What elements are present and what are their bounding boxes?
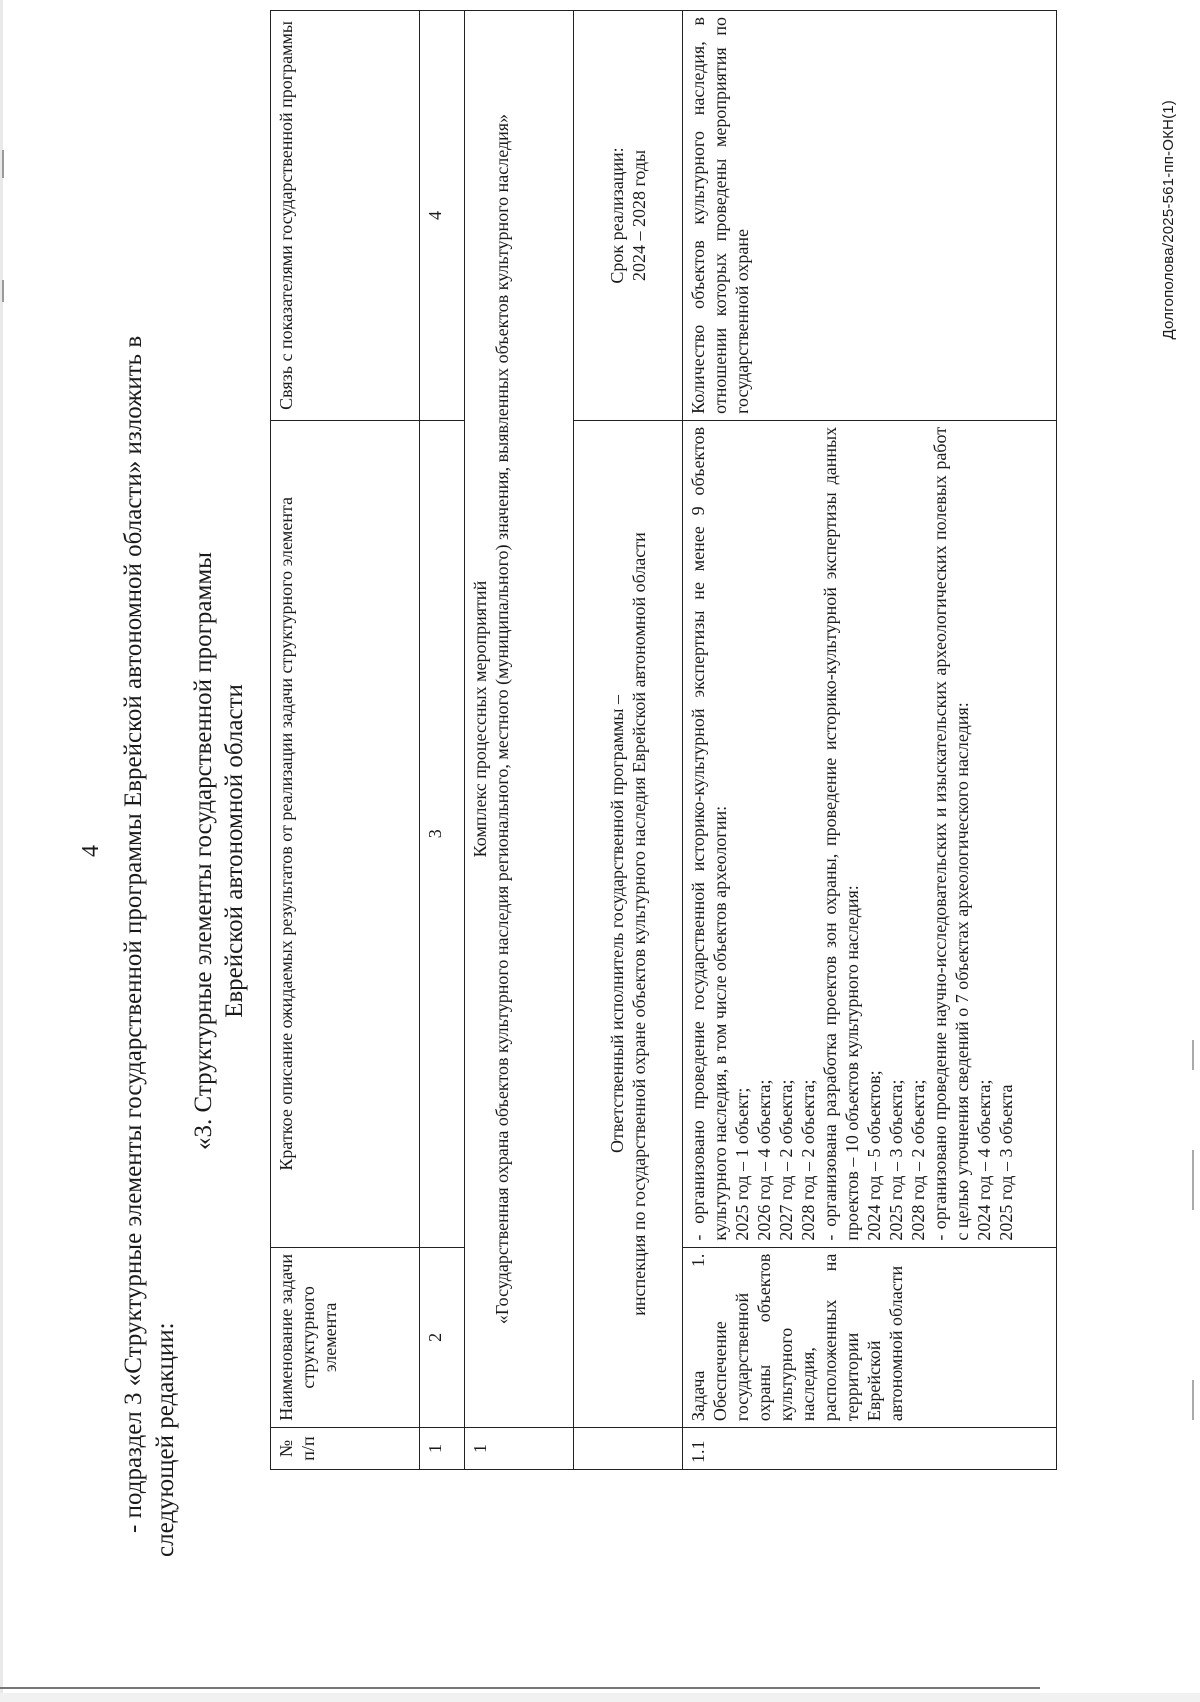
column-number: 2	[420, 1247, 465, 1427]
column-number: 1	[420, 1428, 465, 1470]
period-value: 2024 – 2028 годы	[629, 149, 649, 282]
result-line: 2025 год – 3 объекта	[996, 1084, 1016, 1241]
result-line: 2024 год – 4 объекта;	[974, 1079, 994, 1241]
page-number: 4	[78, 845, 104, 857]
intro-text: - подраздел 3 «Структурные элементы государственной программы Еврейской автономной области» изложить в	[120, 335, 147, 1533]
row-number: 1.1	[683, 1428, 1057, 1470]
task-results	[683, 420, 1057, 1247]
empty-cell	[574, 1428, 683, 1470]
block-title: Комплекс процессных мероприятий	[470, 580, 490, 858]
section-title-line: Еврейской автономной области	[221, 684, 248, 1018]
section-title-line: «3. Структурные элементы государственной программы	[190, 552, 217, 1150]
header-cell: Наименование задачи структурного элемента	[271, 1247, 420, 1427]
result-line: - организовано проведение научно-исследовательских и изыскательских археологических полевых работ с целью уточнения сведений о 7 объектах археологического наследия:	[930, 426, 972, 1241]
responsible-cell	[574, 420, 683, 1427]
indicator-link: Количество объектов культурного наследия, в отношении которых проведены мероприятия по государственной охране	[683, 11, 1057, 421]
intro-paragraph	[118, 177, 182, 1557]
table-header-row	[271, 11, 420, 1470]
table-row	[683, 11, 1057, 1470]
row-number: 1	[465, 1428, 574, 1470]
responsible-label: Ответственный исполнитель государственной программы –	[607, 694, 627, 1154]
block-title-cell	[465, 11, 574, 1428]
table-row	[574, 11, 683, 1470]
column-number: 3	[420, 420, 465, 1247]
table-row	[465, 11, 574, 1470]
intro-text-continued: следующей редакции:	[152, 1322, 179, 1557]
result-line: 2025 год – 3 объекта;	[886, 1079, 906, 1241]
header-cell: Краткое описание ожидаемых результатов от реализации задачи структурного элемента	[271, 420, 420, 1247]
block-name: «Государственная охрана объектов культурного наследия регионального, местного (муниципального) значения, выявленных объектов культурного наследия»	[492, 113, 512, 1325]
result-line: 2026 год – 4 объекта;	[754, 1079, 774, 1241]
result-line: - организована разработка проектов зон охраны, проведение историко-культурной экспертизы данных проектов – 10 объектов культурного наследия:	[820, 426, 862, 1241]
result-line: - организовано проведение государственной историко-культурной экспертизы не менее 9 объектов культурного наследия, в том числе объектов археологии:	[688, 426, 730, 1241]
document-code: Долгополова/2025-561-пп-ОКН(1)	[1160, 100, 1177, 340]
column-number: 4	[420, 11, 465, 421]
task-name: Задача 1. Обеспечение государственной охраны объектов культурного наследия, расположенных на территории Еврейской автономной области	[683, 1247, 1057, 1427]
result-line: 2024 год – 5 объектов;	[864, 1070, 884, 1241]
result-line: 2028 год – 2 объекта;	[908, 1079, 928, 1241]
result-line: 2027 год – 2 объекта;	[776, 1079, 796, 1241]
result-line: 2025 год – 1 объект;	[732, 1087, 752, 1241]
period-cell	[574, 11, 683, 421]
period-label: Срок реализации:	[607, 147, 627, 284]
responsible-name: инспекция по государственной охране объектов культурного наследия Еврейской автономной области	[629, 532, 649, 1316]
section-title	[188, 0, 250, 1702]
column-number-row	[420, 11, 465, 1470]
header-cell: Связь с показателями государственной программы	[271, 11, 420, 421]
header-cell: № п/п	[271, 1428, 420, 1470]
result-line: 2028 год – 2 объекта;	[798, 1079, 818, 1241]
structural-elements-table	[270, 10, 1057, 1470]
